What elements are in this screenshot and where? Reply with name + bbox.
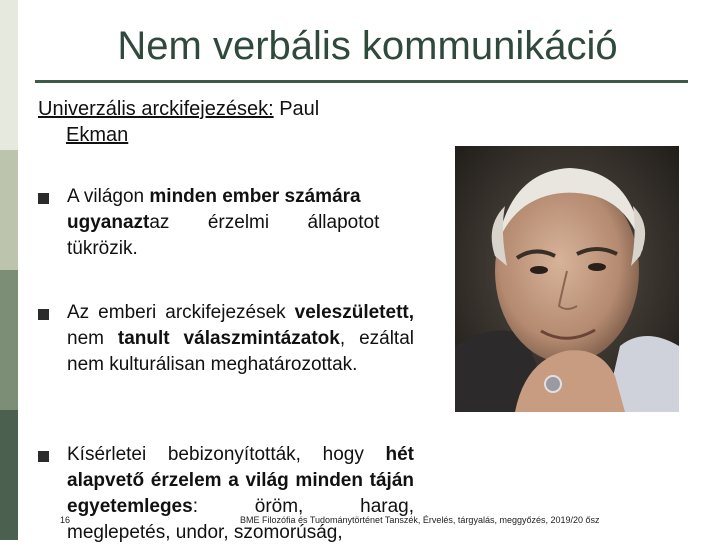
bullet-2-bold-part: veleszületett,: [294, 302, 414, 323]
bullet-2-text-part: , ezáltal nem kulturálisan meghatározottak.: [67, 328, 415, 375]
bullet-2-bold-part: tanult válaszmintázatok: [117, 328, 340, 349]
subheading-name-2: Ekman: [66, 124, 129, 146]
bullet-1: [38, 184, 414, 262]
bullet-3-text: [67, 442, 414, 546]
bullet-1-text-part: az érzelmi állapotot: [149, 212, 380, 233]
bullet-marker: [38, 309, 49, 320]
bullet-3-text-part: Kísérletei bebizonyították, hogy: [67, 444, 386, 465]
bullet-3-bold-part: hét alapvető érzelem a világ minden táján egyetemleges: [67, 444, 414, 517]
footer-source: BME Filozófia és Tudománytörténet Tanszék, Érvelés, tárgyalás, meggyőzés, 2019/20 ősz: [240, 515, 600, 525]
decorative-sidebar: [0, 0, 18, 540]
bullet-1-text-part: A világon: [67, 186, 150, 207]
bullet-3-text-part: : öröm, harag, meglepetés, undor, szomorúság,: [67, 496, 414, 543]
bullet-1-bold-part: ugyanazt: [67, 212, 150, 233]
subheading-label: Univerzális arckifejezések:: [38, 98, 274, 120]
page-number: 16: [60, 515, 71, 525]
bullet-1-bold-part: minden ember számára: [149, 186, 361, 207]
bullet-marker: [38, 451, 49, 462]
bullet-1-text: [67, 184, 414, 262]
bullet-2-text-part: nem: [67, 328, 118, 349]
bullet-2-text-part: Az emberi arckifejezések: [67, 302, 295, 323]
slide-title: Nem verbális kommunikáció: [117, 24, 618, 68]
title-divider: [35, 80, 688, 83]
portrait-photo: [455, 146, 679, 412]
bullet-2: [38, 300, 414, 378]
subheading-name-1: Paul: [273, 98, 320, 120]
bullet-marker: [38, 193, 49, 204]
bullet-3: [38, 442, 414, 546]
subheading: [38, 96, 388, 148]
bullet-1-text-part: tükrözik.: [67, 238, 138, 259]
bullet-2-text: [67, 300, 414, 378]
